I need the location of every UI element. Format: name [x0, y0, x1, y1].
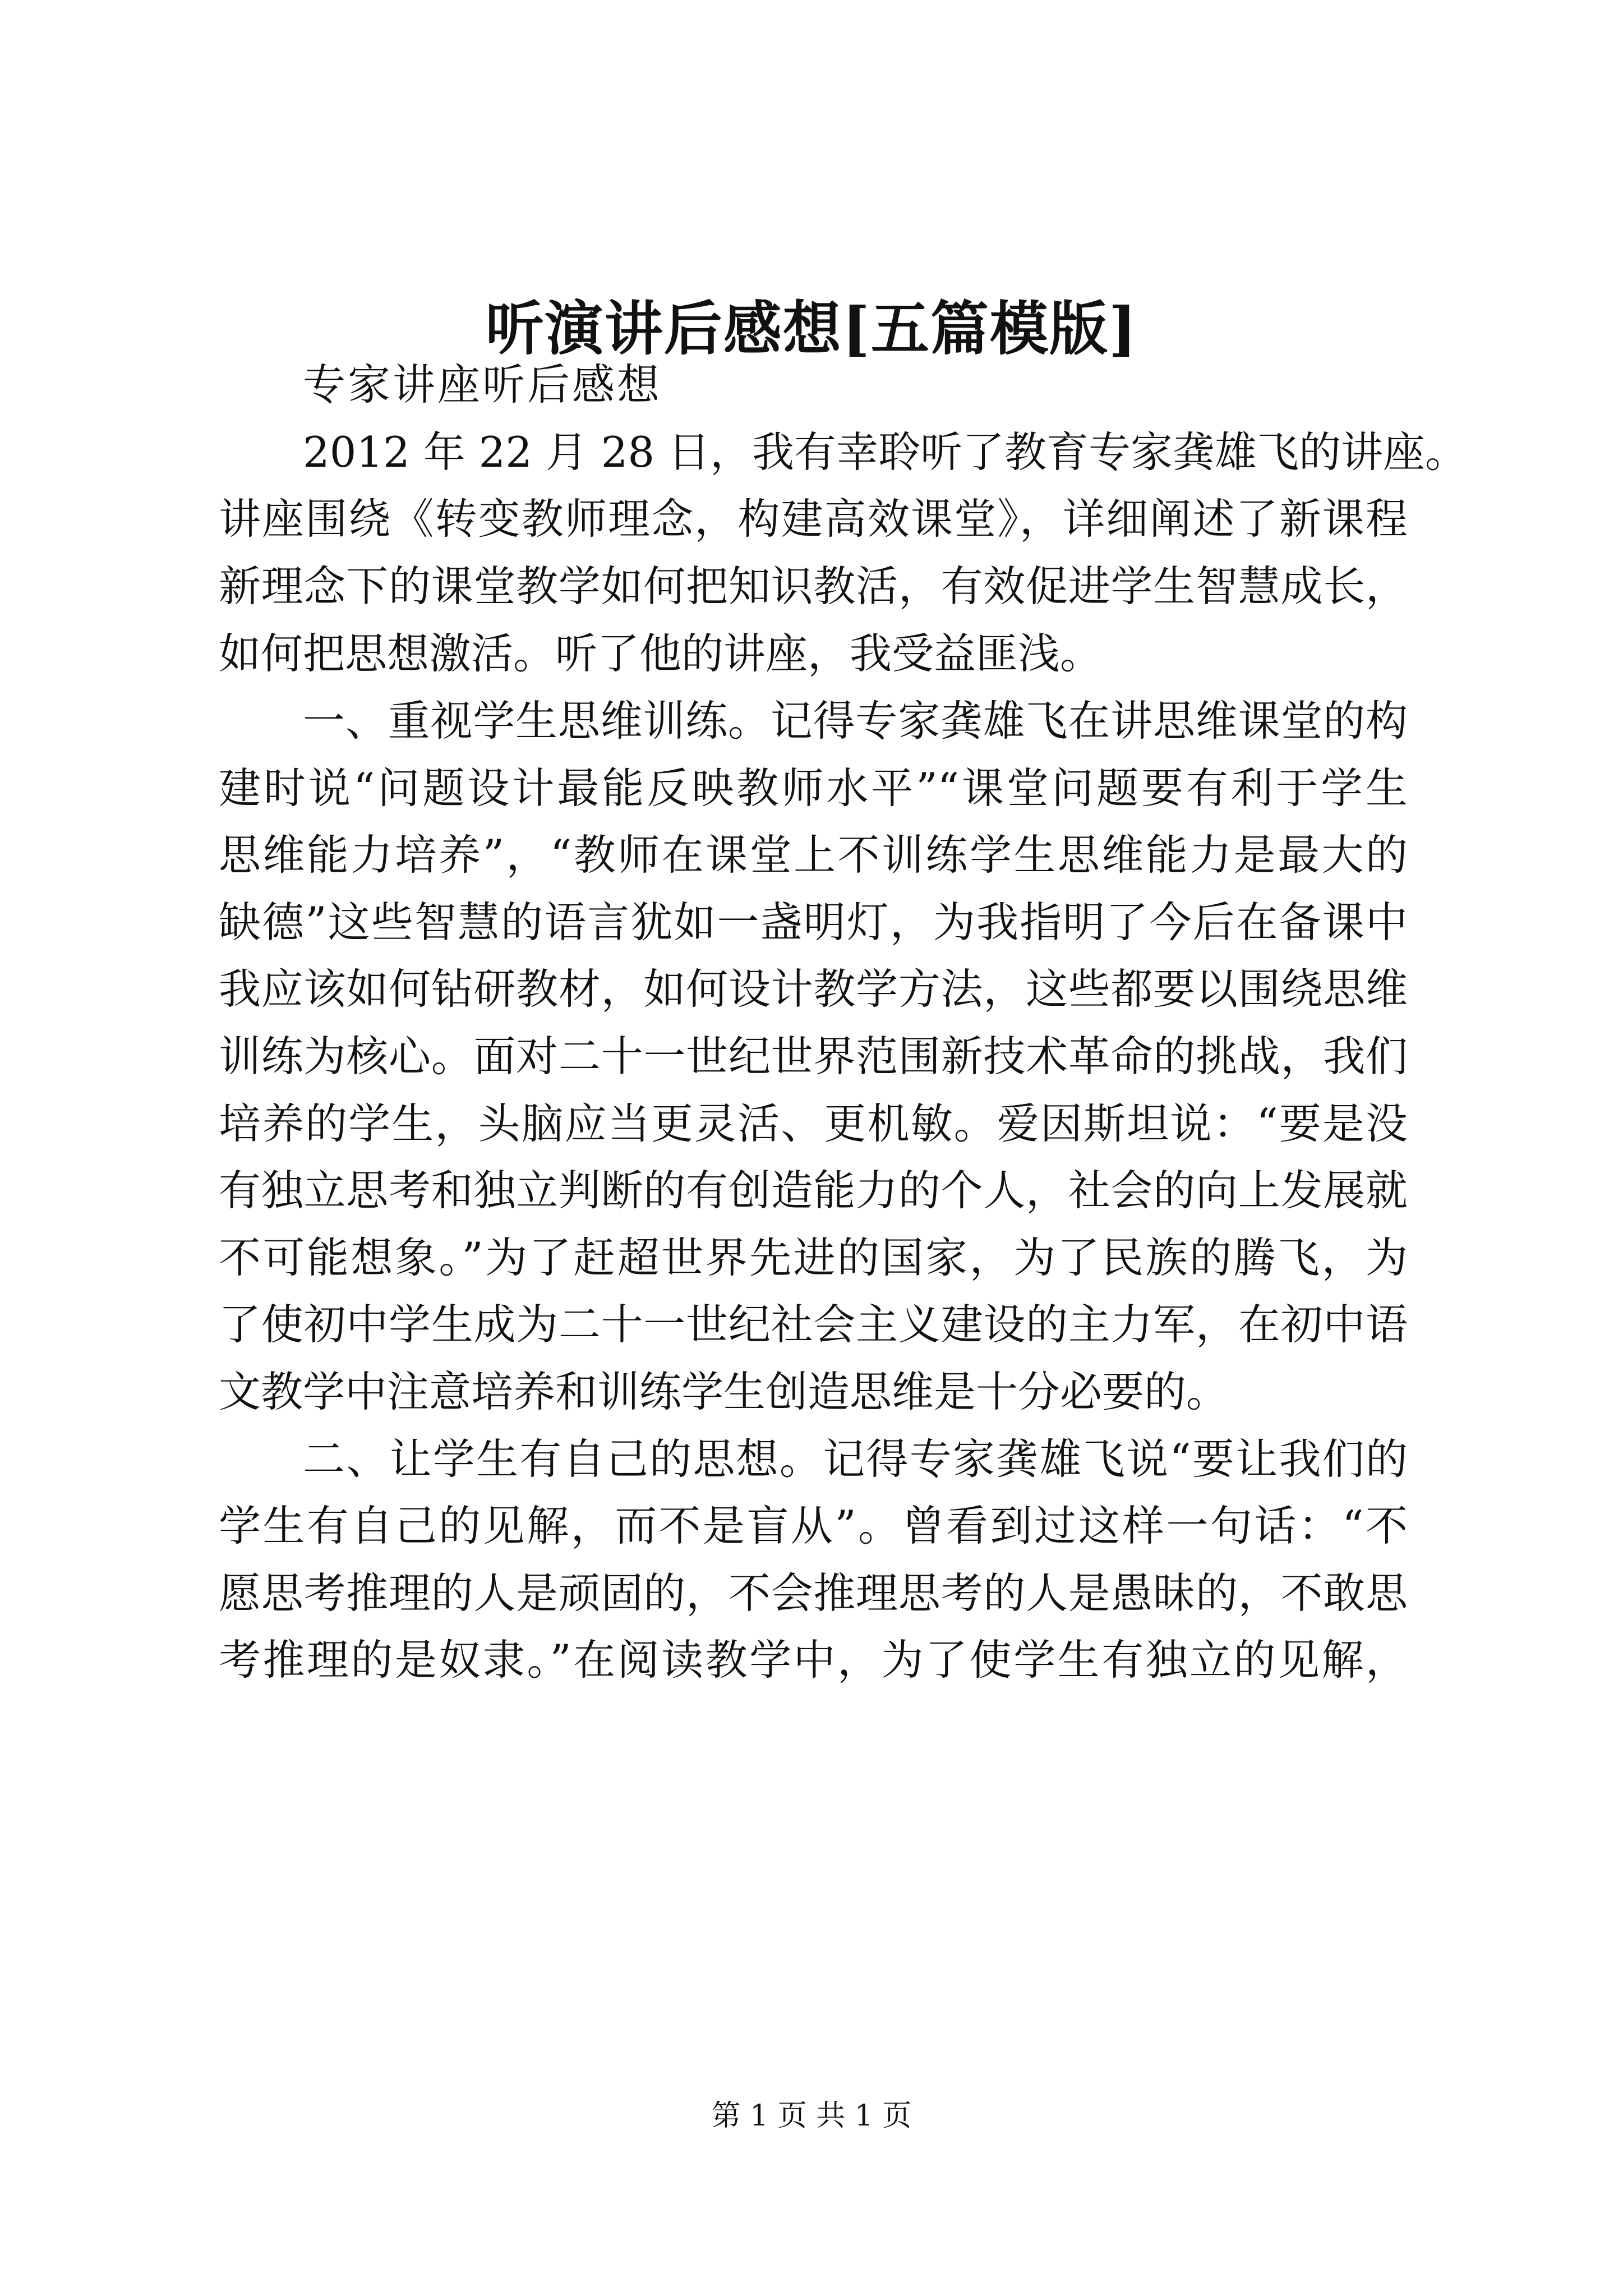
paragraph-line: 训练为核心。面对二十一世纪世界范围新技术革命的挑战，我们 [219, 1032, 1408, 1081]
paragraph-line: 学生有自己的见解，而不是盲从”。曾看到过这样一句话：“不 [219, 1501, 1408, 1550]
paragraph-line: 不可能想象。”为了赶超世界先进的国家，为了民族的腾飞，为 [219, 1233, 1408, 1282]
paragraph-line: 缺德”这些智慧的语言犹如一盏明灯，为我指明了今后在备课中 [219, 898, 1408, 947]
page-footer: 第 1 页 共 1 页 [711, 2099, 912, 2133]
document-title: 听演讲后感想[五篇模版] [485, 294, 1138, 363]
document-subtitle: 专家讲座听后感想 [303, 360, 662, 409]
paragraph-line: 了使初中学生成为二十一世纪社会主义建设的主力军，在初中语 [219, 1300, 1408, 1349]
paragraph-line: 愿思考推理的人是顽固的，不会推理思考的人是愚昧的，不敢思 [219, 1568, 1408, 1618]
paragraph-line: 文教学中注意培养和训练学生创造思维是十分必要的。 [219, 1367, 1229, 1416]
paragraph-line: 有独立思考和独立判断的有创造能力的个人，社会的向上发展就 [219, 1166, 1408, 1215]
paragraph-line: 新理念下的课堂教学如何把知识教活，有效促进学生智慧成长， [219, 562, 1408, 611]
paragraph-line: 二、让学生有自己的思想。记得专家龚雄飞说“要让我们的 [303, 1434, 1408, 1484]
paragraph-line: 一、重视学生思维训练。记得专家龚雄飞在讲思维课堂的构 [303, 696, 1408, 746]
paragraph-line: 如何把思想激活。听了他的讲座，我受益匪浅。 [219, 629, 1103, 678]
paragraph-line: 培养的学生，头脑应当更灵活、更机敏。爱因斯坦说：“要是没 [219, 1099, 1408, 1148]
paragraph-line: 2012 年 22 月 28 日，我有幸聆听了教育专家龚雄飞的讲座。 [303, 427, 1467, 477]
paragraph-line: 建时说“问题设计最能反映教师水平”“课堂问题要有利于学生 [219, 763, 1408, 813]
paragraph-line: 讲座围绕《转变教师理念，构建高效课堂》，详细阐述了新课程 [219, 494, 1408, 544]
paragraph-line: 我应该如何钻研教材，如何设计教学方法，这些都要以围绕思维 [219, 964, 1408, 1014]
paragraph-line: 思维能力培养”，“教师在课堂上不训练学生思维能力是最大的 [219, 830, 1408, 880]
paragraph-line: 考推理的是奴隶。”在阅读教学中，为了使学生有独立的见解， [219, 1635, 1408, 1685]
